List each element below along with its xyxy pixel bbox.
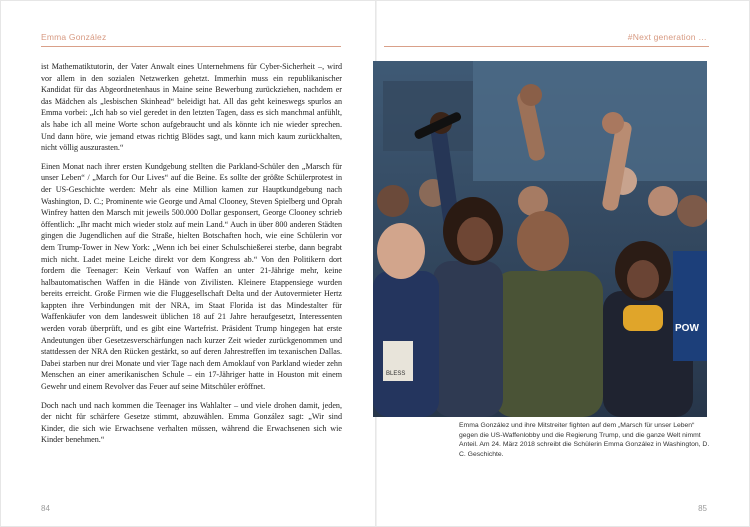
photo-caption: Emma González und ihre Mitstreiter fighten auf dem „Marsch für unser Leben“ gegen die US-Waffenlobby und die Regierung Trump, und die ganze Welt nimmt Anteil. Am 24. März 2018 schreibt die Schülerin Emma González in Washington, D. C. Geschichte. bbox=[459, 422, 710, 458]
photo-badge-text: BLESS bbox=[386, 371, 406, 377]
protest-photo-illustration bbox=[373, 61, 707, 417]
protest-photo bbox=[373, 61, 707, 417]
book-spread bbox=[1, 1, 749, 526]
header-rule-left bbox=[41, 46, 341, 47]
running-head-left: Emma González bbox=[41, 32, 107, 42]
paragraph: ist Mathematiktutorin, der Vater Anwalt eines Unternehmens für Cyber-Sicherheit –, wird vor allem in den sozialen Netzwerken gehetzt. Immerhin muss ein republikanischer Kandidat für das Abgeordnetenhaus in Maine seine Bewerbung zurückziehen, nachdem er das Mädchen als „lesbischen Skinhead“ beleidigt hat. All das geht keineswegs spurlos an Emma vorbei: „Ich hab so viel geredet in den letzten Tagen, dass es sich manchmal anfühlt, als habe ich all meine Worte schon aufgebraucht und als könnte ich nie wieder sprechen. Und dann höre, wie jemand etwas richtig Blödes sagt, und kann mich kaum zurückhalten, nicht völlig auszurasten.“ bbox=[41, 62, 342, 153]
header-rule-right bbox=[384, 46, 709, 47]
shirt-lettering: POW bbox=[675, 323, 699, 334]
paragraph: Doch nach und nach kommen die Teenager ins Wahlalter – und viele drohen damit, jeden, der nicht für schärfere Gesetze stimmt, abzuwählen. Emma González sagt: „Wir sind Kinder, die sich wie Erwachsene verhalten müssen, während die Erwachsenen sich wie Kinder benehmen.“ bbox=[41, 400, 342, 445]
page-number-left: 84 bbox=[41, 504, 50, 513]
paragraph: Einen Monat nach ihrer ersten Kundgebung stellten die Parkland-Schüler den „Marsch für unser Leben“ / „March for Our Lives“ auf die Beine. Es sollte der größte Schülerprotest in der US-Geschichte werden: Mehr als eine Million kamen zur Hauptkundgebung nach Washington, D. C.; Prominente wie George und Amal Clooney, Steven Spielberg und Oprah Winfrey hatten den Marsch mit jeweils 500.000 Dollar gesponsert, George Clooney schrieb öffentlich: „Ihr macht mich wieder stolz auf mein Land.“ Auch in über 800 anderen Städten gingen die Jugendlichen auf die Straße, hielten Botschaften hoch, wie eine Schülerin vor dem Trump-Tower in New York: „Wenn ich bei einer Schulschießerei sterbe, dann begrabt mich nicht. Ladet meine Leiche direkt vor dem Kongress ab.“ Von den Politikern dort fordern die Teenager: Kein Verkauf von Waffen an unter 21-Jährige mehr, keine halbautomatischen Waffen in die Hände von Zivilisten. Kleinere Etappensiege wurden bereits erreicht. Große Firmen wie die Fluggesellschaft Delta und der Autovermieter Hertz kappten ihre Verbindungen mit der NRA, im Staat Florida ist das Mindestalter für Waffenkäufer von dem landesweit üblichen 18 auf 21 Jahre heraufgesetzt, Interessenten werden vorab überprüft, und es gibt eine Wartefrist. Präsident Trump hingegen hat erste Andeutungen über Gesetzesverschärfungen nach kurzer Zeit wieder zurückgenommen und stattdessen der NRA den Rücken gestärkt, so auf deren Jahrestreffen im texanischen Dallas. Dabei starben nur drei Monate und vier Tage nach dem Amoklauf von Parkland wieder zehn Menschen an einer amerikanischen Schule – ein 17-Jähriger hatte in Houston mit einem Gewehr und einem Revolver das Feuer auf seine Mitschüler eröffnet. bbox=[41, 161, 342, 392]
page-number-right: 85 bbox=[698, 504, 707, 513]
running-head-right: #Next generation … bbox=[627, 32, 707, 42]
body-text-column bbox=[41, 61, 342, 453]
